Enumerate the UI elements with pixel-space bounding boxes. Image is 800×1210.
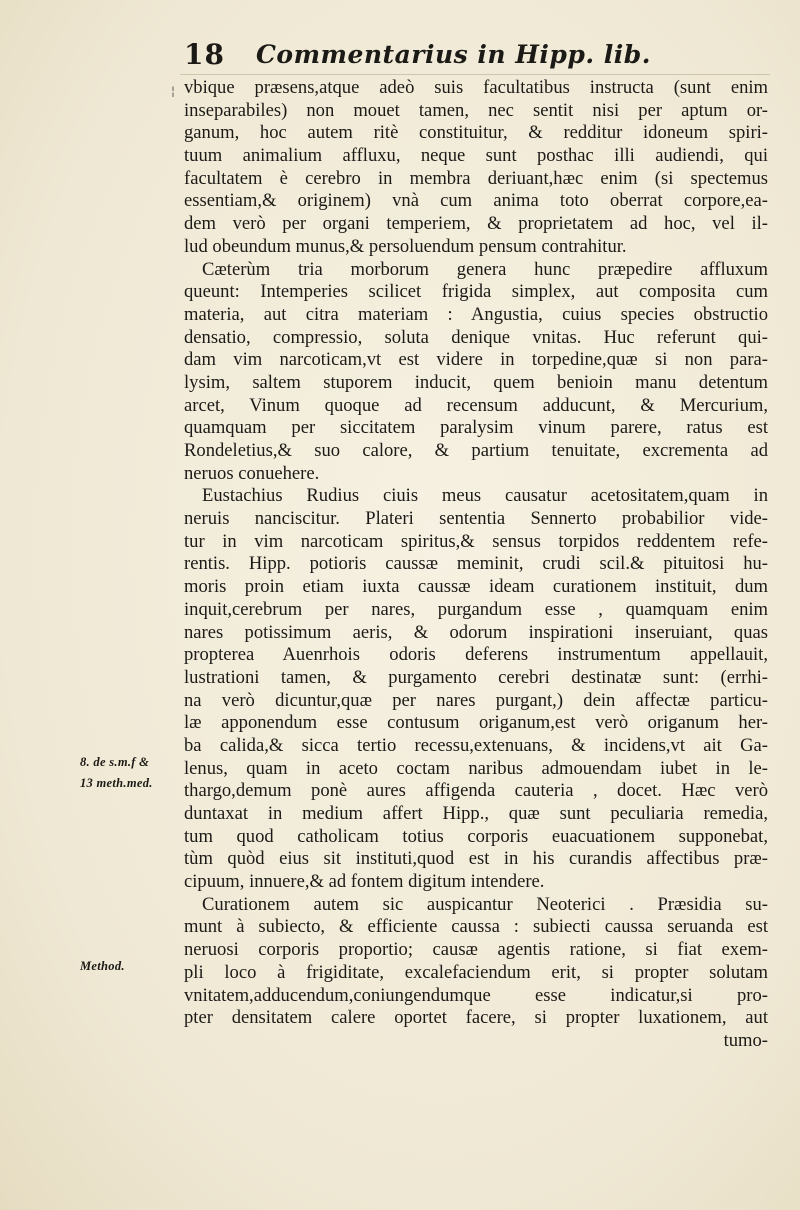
text-line: dam vim narcoticam,vt est videre in torpedine,quæ si non para- xyxy=(184,349,768,371)
margin-mark: ¦ xyxy=(171,84,176,98)
text-line: vnitatem,adducendum,coniungendumque esse indicatur,si pro- xyxy=(184,984,768,1006)
text-line: lysim, saltem stuporem inducit, quem benioin manu detentum xyxy=(184,371,768,393)
margin-note-line: 13 meth.med. xyxy=(80,776,153,790)
text-line: ganum, hoc autem ritè constituitur, & redditur idoneum spiri- xyxy=(184,122,768,144)
text-line: tum quod catholicam totius corporis euacuationem supponebat, xyxy=(184,825,768,847)
margin-note-method xyxy=(80,956,180,977)
text-line: Rondeletius,& suo calore, & partium tenuitate, excrementa ad xyxy=(184,440,768,461)
text-line: quamquam per siccitatem paralysim vinum parere, ratus est xyxy=(184,417,768,439)
text-line: rentis. Hipp. potioris caussæ meminit, crudi scil.& pituitosi hu- xyxy=(184,553,768,575)
text-line: arcet, Vinum quoque ad recensum adducunt, & Mercurium, xyxy=(184,394,768,416)
margin-note-line: 8. de s.m.f & xyxy=(80,755,150,769)
text-line: na verò dicuntur,quæ per nares purgant,) dein affectæ particu- xyxy=(184,689,768,711)
text-line: materia, aut citra materiam : Angustia, cuius species obstructio xyxy=(184,303,768,325)
text-line: munt à subiecto, & efficiente caussa : subiecti caussa seruanda est xyxy=(184,916,768,938)
text-line: lud obeundum munus,& persoluendum pensum contrahitur. xyxy=(184,235,627,257)
text-line: dem verò per organi temperiem, & proprietatem ad hoc, vel il- xyxy=(184,213,768,235)
catchword: tumo- xyxy=(723,1029,768,1051)
text-line: inseparabiles) non mouet tamen, nec sentit nisi per aptum or- xyxy=(184,99,768,121)
text-line: Cæterùm tria morborum genera hunc præpedire affluxum xyxy=(202,258,768,280)
text-line: lenus, quam in aceto coctam naribus admouendam iubet in le- xyxy=(184,757,768,779)
text-line: propterea Auenrhois odoris deferens instrumentum appellauit, xyxy=(184,644,768,666)
text-line: neruos conuehere. xyxy=(184,462,320,484)
text-line: nares potissimum aeris, & odorum inspirationi inseruiant, quas xyxy=(184,621,768,643)
text-line: inquit,cerebrum per nares, purgandum esse , quamquam enim xyxy=(184,598,768,620)
text-line: cipuum, innuere,& ad fontem digitum intendere. xyxy=(184,871,545,893)
page-number: 18 xyxy=(184,38,225,71)
running-title: Commentarius in Hipp. lib. xyxy=(256,40,651,69)
text-line: tùm quòd eius sit instituti,quod est in his curandis affectibus præ- xyxy=(184,848,768,870)
text-line: pter densitatem calere oportet facere, si propter luxationem, aut xyxy=(184,1007,768,1029)
text-line: neruosi corporis proportio; causæ agentis ratione, si fiat exem- xyxy=(184,939,768,961)
body-text xyxy=(184,77,768,1053)
margin-note-reference xyxy=(80,752,180,794)
text-line: ba calida,& sicca tertio recessu,extenuans, & incidens,vt ait Ga- xyxy=(184,734,768,756)
text-line: Curationem autem sic auspicantur Neoterici . Præsidia su- xyxy=(202,893,768,915)
text-line: tur in vim narcoticam spiritus,& sensus torpidos reddentem refe- xyxy=(184,530,768,552)
text-line: facultatem è cerebro in membra deriuant,hæc enim (si spectemus xyxy=(184,167,768,189)
margin-note-line: Method. xyxy=(80,959,125,973)
text-line: pli loco à frigiditate, excalefaciendum erit, si propter solutam xyxy=(184,961,768,983)
text-line: lustrationi tamen, & purgamento cerebri destinatæ sunt: (errhi- xyxy=(184,666,768,688)
text-line: densatio, compressio, soluta denique vnitas. Huc referunt qui- xyxy=(184,326,768,348)
text-line: neruis nanciscitur. Plateri sententia Sennerto probabilior vide- xyxy=(184,508,768,530)
header-rule xyxy=(180,74,770,75)
text-line: duntaxat in medium affert Hipp., quæ sunt peculiaria remedia, xyxy=(184,803,768,824)
text-line: læ apponendum esse contusum origanum,est verò origanum her- xyxy=(184,712,768,734)
text-line: Eustachius Rudius ciuis meus causatur acetositatem,quam in xyxy=(202,485,768,507)
text-line: queunt: Intemperies scilicet frigida simplex, aut composita cum xyxy=(184,281,768,303)
text-line: essentiam,& originem) vnà cum anima toto oberrat corpore,ea- xyxy=(184,190,768,212)
text-line: moris proin etiam iuxta caussæ ideam curationem instituit, dum xyxy=(184,576,768,598)
text-line: vbique præsens,atque adeò suis facultatibus instructa (sunt enim xyxy=(184,77,768,98)
text-line: thargo,demum ponè aures affigenda cauteria , docet. Hæc verò xyxy=(184,780,768,802)
text-line: tuum animalium affluxu, neque sunt posthac illi audiendi, qui xyxy=(184,145,768,167)
page-header xyxy=(180,38,770,72)
